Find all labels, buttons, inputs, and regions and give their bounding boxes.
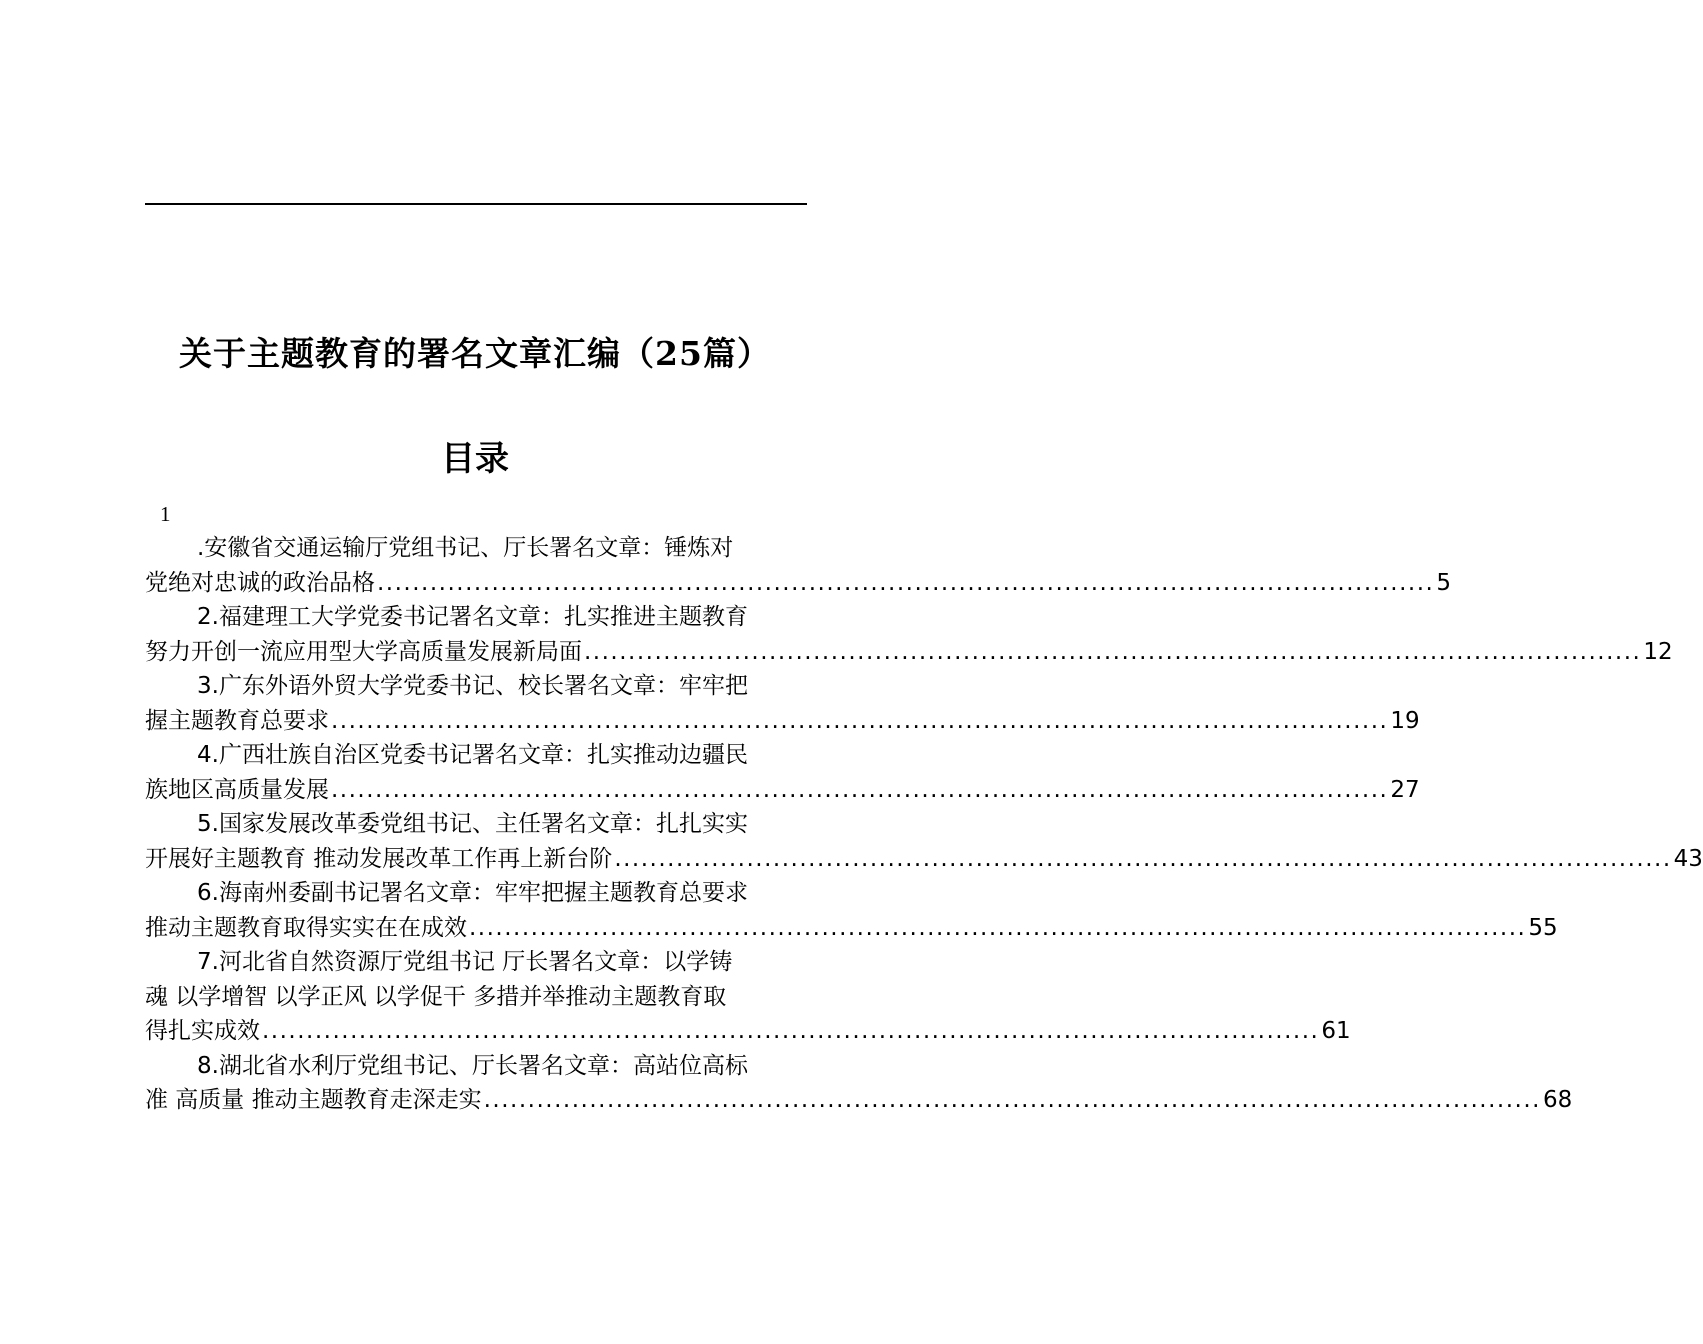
- toc-page-number: 68: [1542, 1087, 1573, 1113]
- toc-heading: 目录: [441, 439, 509, 479]
- dot-leader: ........................................................................................................................: [614, 845, 1672, 872]
- document-title: 关于主题教育的署名文章汇编（25篇）: [179, 334, 771, 373]
- toc-entry-line: 党绝对忠诚的政治品格: [145, 569, 375, 596]
- toc-page-number: 19: [1390, 707, 1420, 734]
- toc-entry[interactable]: [145, 945, 1351, 1049]
- toc-entry[interactable]: [145, 876, 1558, 945]
- dot-leader: ........................................................................................................................: [331, 707, 1389, 734]
- toc-entry-line: 3.广东外语外贸大学党委书记、校长署名文章：牢牢把: [197, 673, 748, 699]
- toc-page-number: 55: [1528, 914, 1558, 941]
- toc-entry[interactable]: [145, 531, 1451, 600]
- toc-entry[interactable]: [145, 600, 1673, 669]
- dot-leader: ........................................................................................................................: [262, 1018, 1320, 1044]
- toc-entry-line: 得扎实成效: [145, 1018, 260, 1044]
- toc-page-number: 12: [1643, 638, 1673, 665]
- toc-entry-line: 族地区高质量发展: [145, 776, 329, 803]
- toc-entry[interactable]: [145, 807, 1703, 876]
- toc-entry-line: 努力开创一流应用型大学高质量发展新局面: [145, 638, 582, 665]
- dot-leader: ........................................................................................................................: [483, 1087, 1541, 1113]
- toc-page-number: 27: [1390, 776, 1420, 803]
- toc-entry-line: 开展好主题教育 推动发展改革工作再上新台阶: [145, 845, 613, 872]
- toc-entry-line: 魂 以学增智 以学正风 以学促干 多措并举推动主题教育取: [145, 983, 727, 1010]
- dot-leader: ........................................................................................................................: [377, 569, 1435, 596]
- header-rule: [145, 203, 807, 205]
- toc-entry-line: 握主题教育总要求: [145, 707, 329, 734]
- table-of-contents: [145, 531, 1703, 1118]
- toc-entry-line: 2.福建理工大学党委书记署名文章：扎实推进主题教育: [197, 604, 748, 630]
- toc-entry-line: 4.广西壮族自治区党委书记署名文章：扎实推动边疆民: [197, 742, 748, 768]
- toc-entry-line: 8.湖北省水利厅党组书记、厅长署名文章：高站位高标: [197, 1052, 748, 1079]
- dot-leader: ........................................................................................................................: [331, 776, 1389, 803]
- toc-entry[interactable]: [145, 1049, 1573, 1118]
- footnote-number: 1: [160, 502, 171, 526]
- toc-entry[interactable]: [145, 738, 1420, 807]
- toc-entry-line: 5.国家发展改革委党组书记、主任署名文章：扎扎实实: [197, 811, 748, 837]
- toc-page-number: 61: [1321, 1018, 1351, 1044]
- toc-page-number: 5: [1436, 569, 1451, 596]
- toc-page-number: 43: [1673, 845, 1703, 872]
- toc-entry[interactable]: [145, 669, 1420, 738]
- toc-entry-line: .安徽省交通运输厅党组书记、厅长署名文章：锤炼对: [197, 535, 734, 561]
- toc-entry-line: 6.海南州委副书记署名文章：牢牢把握主题教育总要求: [197, 880, 748, 906]
- toc-entry-line: 推动主题教育取得实实在在成效: [145, 914, 467, 941]
- toc-entry-line: 7.河北省自然资源厅党组书记 厅长署名文章：以学铸: [197, 949, 733, 975]
- toc-entry-line: 准 高质量 推动主题教育走深走实: [145, 1087, 482, 1113]
- dot-leader: ........................................................................................................................: [469, 914, 1527, 941]
- dot-leader: ........................................................................................................................: [584, 638, 1642, 665]
